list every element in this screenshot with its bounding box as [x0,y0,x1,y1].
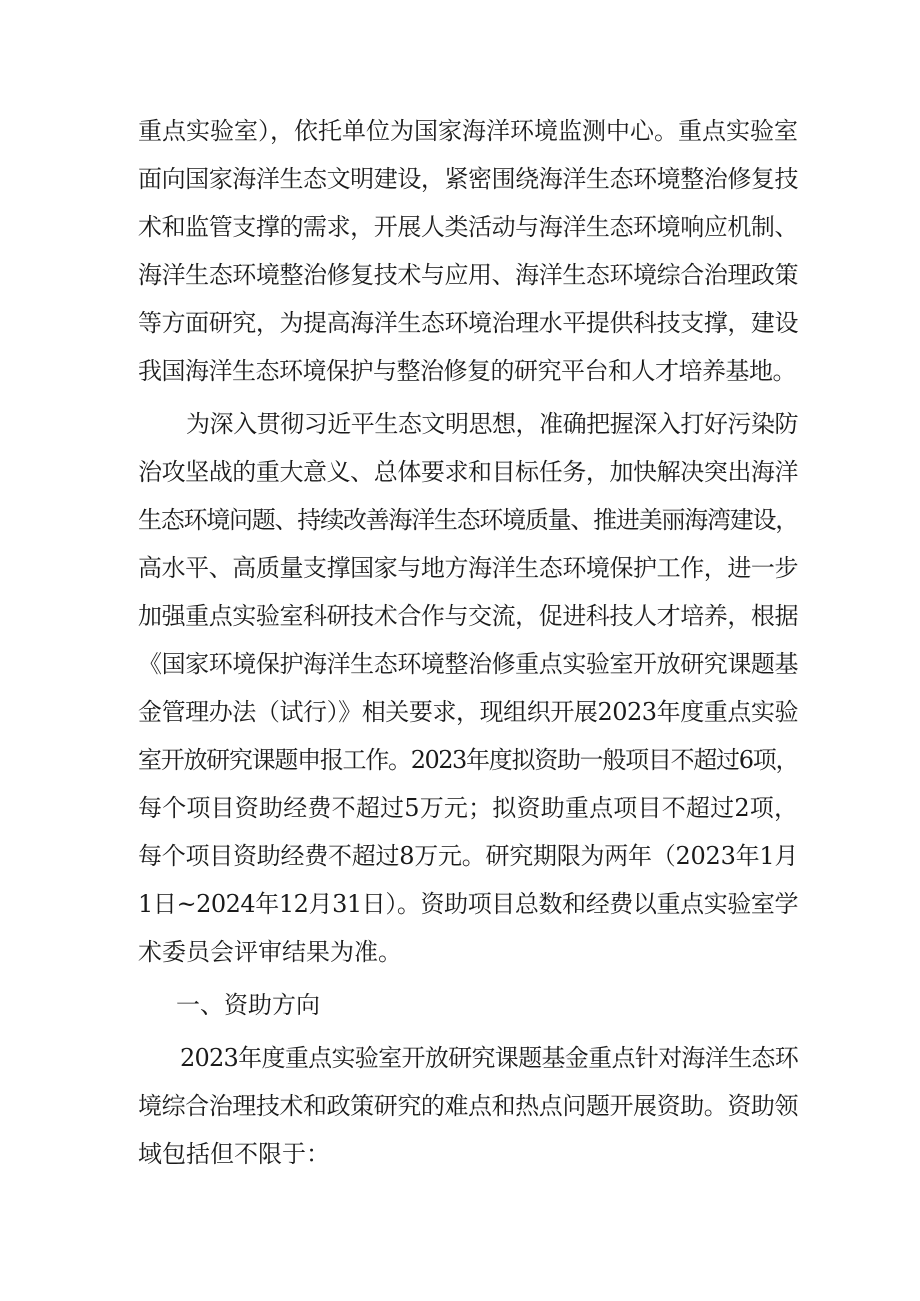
paragraph-2-line-10: 每个项目资助经费不超过8万元。研究期限为两年（2023年1月 [138,842,799,870]
paragraph-2-line-11: 1日~2024年12月31日）。资助项目总数和经费以重点实验室学 [138,890,798,918]
paragraph-2-line-3: 生态环境问题、持续改善海洋生态环境质量、推进美丽海湾建设， [138,506,798,534]
paragraph-3-line-3: 域包括但不限于： [138,1140,330,1168]
paragraph-2-line-7: 金管理办法（试行）》相关要求，现组织开展2023年度重点实验 [138,698,798,726]
paragraph-1-line-4: 海洋生态环境整治修复技术与应用、海洋生态环境综合治理政策 [138,261,798,289]
paragraph-2-line-1: 为深入贯彻习近平生态文明思想，准确把握深入打好污染防 [186,410,798,438]
paragraph-2-line-2: 治攻坚战的重大意义、总体要求和目标任务，加快解决突出海洋 [138,458,798,486]
paragraph-1-line-6: 我国海洋生态环境保护与整治修复的研究平台和人才培养基地。 [138,357,796,385]
paragraph-1-line-3: 术和监管支撑的需求，开展人类活动与海洋生态环境响应机制、 [138,213,798,241]
paragraph-2-line-6: 《国家环境保护海洋生态环境整治修重点实验室开放研究课题基 [138,650,798,678]
paragraph-3-line-2: 境综合治理技术和政策研究的难点和热点问题开展资助。资助领 [138,1092,798,1120]
paragraph-2-line-12: 术委员会评审结果为准。 [138,938,402,966]
paragraph-3-line-1: 2023年度重点实验室开放研究课题基金重点针对海洋生态环 [180,1044,798,1072]
paragraph-1-line-5: 等方面研究，为提高海洋生态环境治理水平提供科技支撑，建设 [138,309,798,337]
paragraph-2-line-5: 加强重点实验室科研技术合作与交流，促进科技人才培养，根据 [138,602,798,630]
paragraph-2-line-4: 高水平、高质量支撑国家与地方海洋生态环境保护工作，进一步 [138,554,798,582]
section-heading: 一、资助方向 [176,991,320,1019]
paragraph-2-line-9: 每个项目资助经费不超过5万元；拟资助重点项目不超过2项， [138,794,798,822]
paragraph-1-line-2: 面向国家海洋生态文明建设，紧密围绕海洋生态环境整治修复技 [138,165,798,193]
paragraph-1-line-1: 重点实验室），依托单位为国家海洋环境监测中心。重点实验室 [138,117,798,145]
paragraph-2-line-8: 室开放研究课题申报工作。2023年度拟资助一般项目不超过6项， [138,746,798,774]
